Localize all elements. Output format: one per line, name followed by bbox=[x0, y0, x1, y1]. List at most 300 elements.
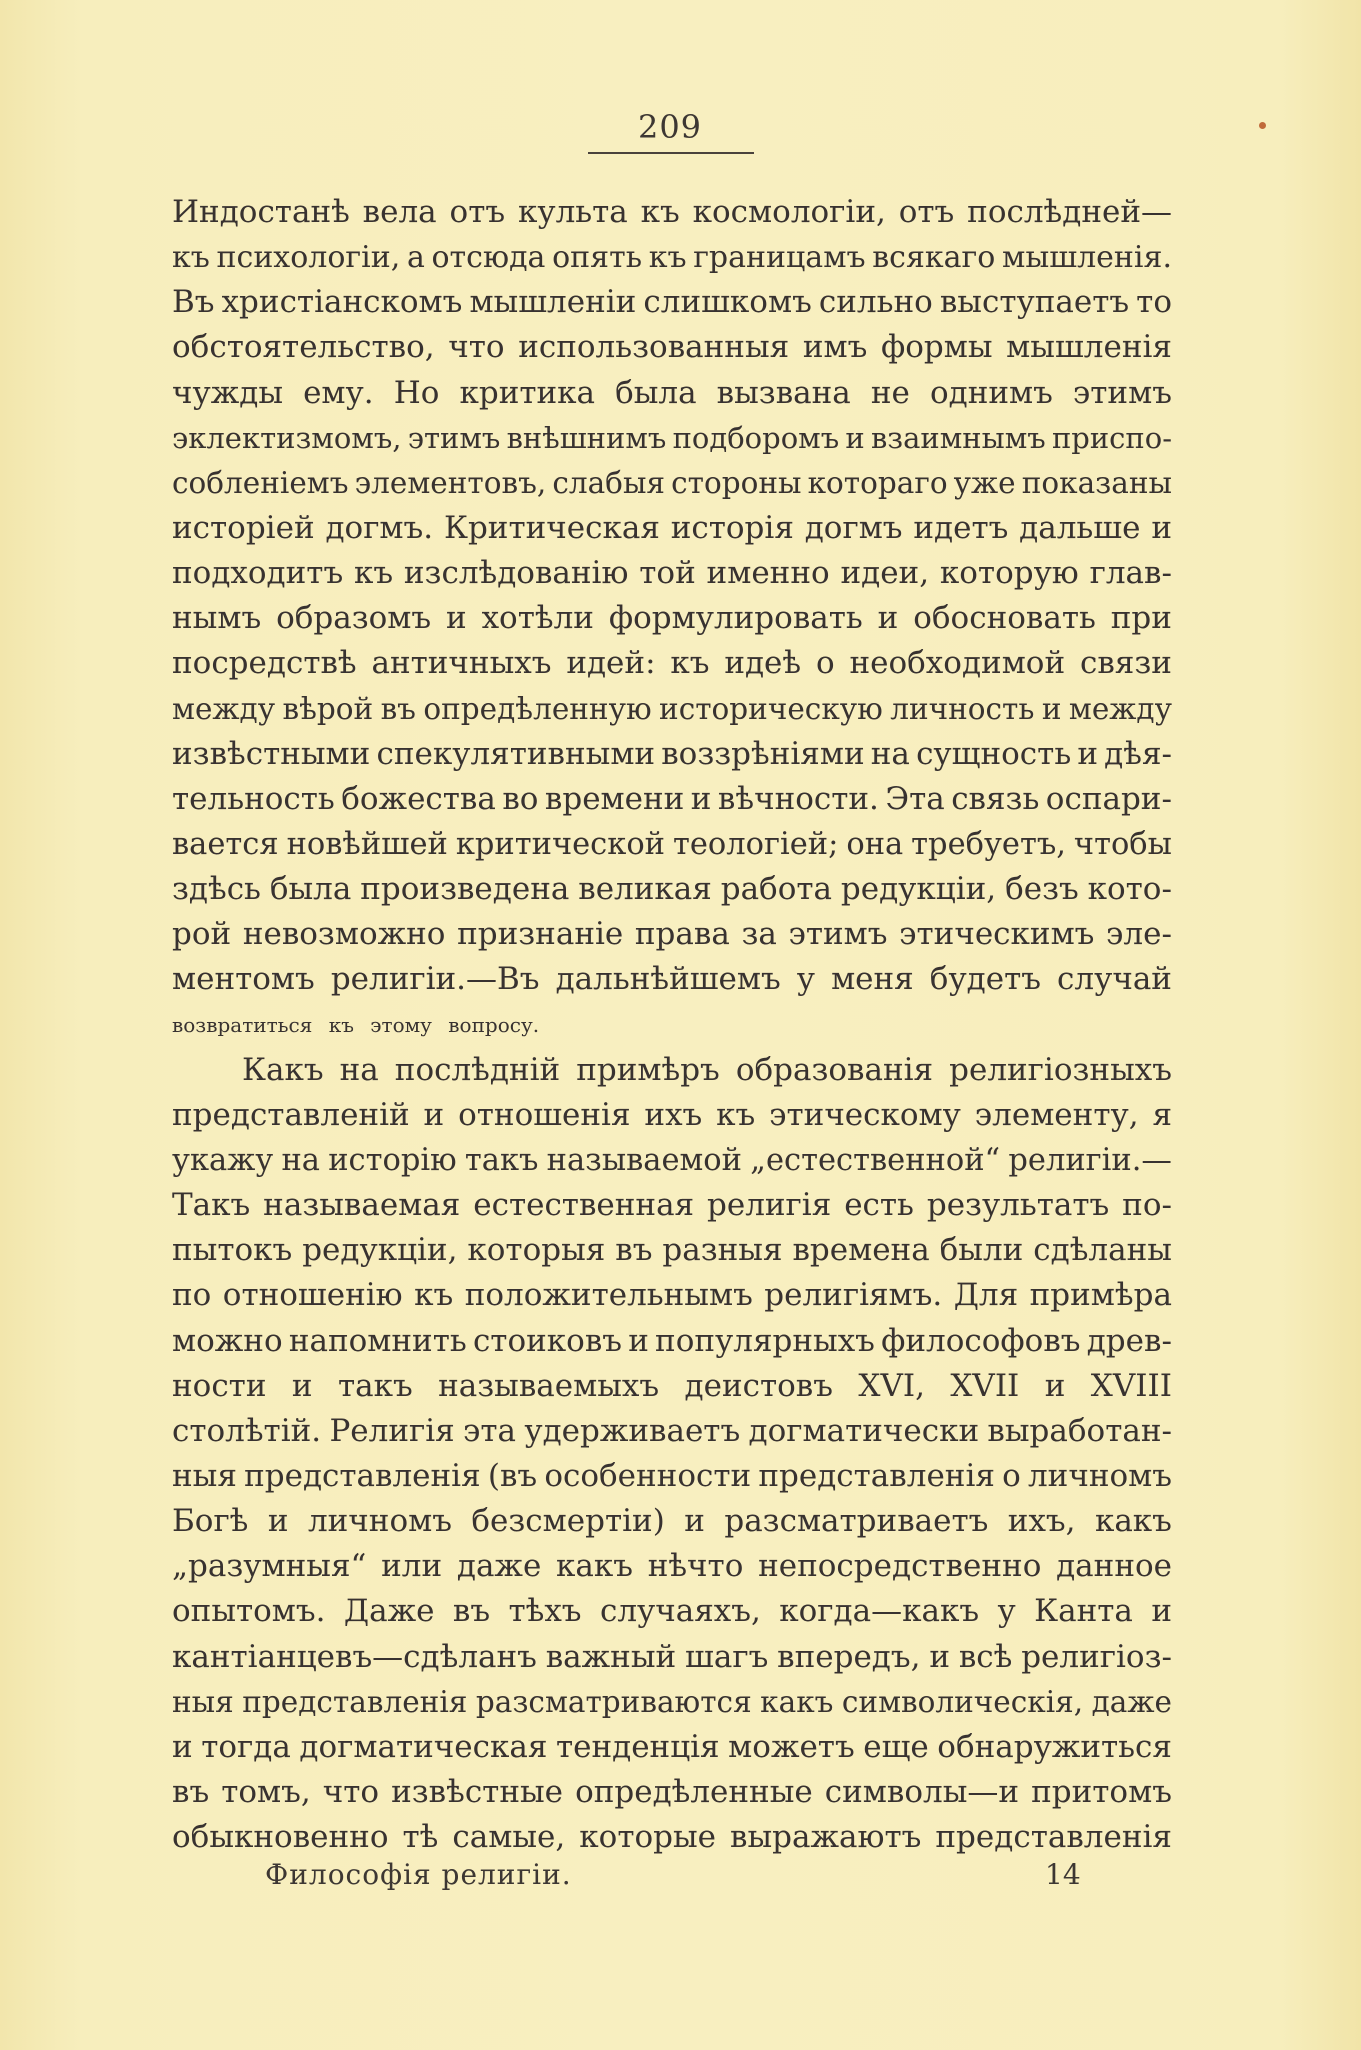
word: и bbox=[267, 1503, 289, 1540]
word: на bbox=[339, 1051, 379, 1088]
word: выступаетъ bbox=[939, 284, 1130, 321]
word: исторія bbox=[670, 509, 794, 546]
word: кантіанцевъ—сдѣланъ bbox=[172, 1638, 537, 1675]
word: вела bbox=[362, 194, 437, 230]
text-line bbox=[172, 822, 1172, 867]
text-line bbox=[172, 957, 1172, 1002]
word: XVII bbox=[950, 1367, 1020, 1404]
word: стороны bbox=[671, 465, 802, 500]
text-line bbox=[172, 506, 1172, 551]
text-line bbox=[172, 1544, 1172, 1589]
word: къ bbox=[172, 240, 210, 276]
word: дѣя- bbox=[1104, 735, 1172, 772]
word: использованныя bbox=[518, 329, 790, 366]
word: отношенію bbox=[222, 1277, 403, 1314]
word: и bbox=[1044, 1367, 1066, 1404]
word: напомнить bbox=[288, 1322, 467, 1359]
word: здѣсь bbox=[172, 871, 261, 908]
word: идетъ bbox=[913, 509, 1009, 546]
word: между bbox=[172, 691, 276, 726]
word: внѣшнимъ bbox=[506, 420, 667, 455]
word: чтобы bbox=[1073, 826, 1172, 862]
word: теологіей; bbox=[672, 826, 839, 862]
word: представленій bbox=[172, 1096, 410, 1133]
word: психологіи, bbox=[216, 240, 401, 276]
word: мышленія. bbox=[1002, 240, 1172, 276]
word: Индостанѣ bbox=[172, 194, 350, 230]
word: приспо- bbox=[1051, 420, 1172, 455]
word: и bbox=[690, 780, 712, 817]
word: разсматриваетъ bbox=[724, 1503, 989, 1540]
word: дальше bbox=[1019, 509, 1141, 546]
word: на bbox=[870, 735, 910, 772]
word: всякаго bbox=[872, 240, 996, 276]
word: космологіи, bbox=[692, 194, 886, 230]
word: чужды bbox=[172, 374, 284, 411]
word: всѣ bbox=[958, 1638, 1013, 1675]
word: томъ, bbox=[221, 1773, 311, 1810]
word: обнаружиться bbox=[937, 1728, 1172, 1765]
header-rule bbox=[588, 152, 754, 154]
word: этическимъ bbox=[899, 916, 1095, 953]
word: безсмертіи) bbox=[471, 1503, 665, 1540]
word: положительнымъ bbox=[464, 1277, 753, 1314]
word: Критическая bbox=[443, 509, 660, 546]
word: такъ bbox=[337, 1367, 413, 1404]
word: личномъ bbox=[1027, 1457, 1172, 1494]
word: тогда bbox=[201, 1728, 291, 1765]
word: догмъ bbox=[804, 509, 903, 546]
word: важный bbox=[545, 1638, 677, 1675]
word: называемая bbox=[263, 1187, 461, 1224]
word: символическія, bbox=[841, 1684, 1084, 1719]
word: меня bbox=[831, 961, 914, 998]
word: времени bbox=[544, 780, 685, 817]
word: по bbox=[172, 1277, 212, 1314]
word: называемыхъ bbox=[438, 1367, 660, 1404]
word: эле- bbox=[1106, 916, 1172, 953]
word: будетъ bbox=[929, 961, 1041, 998]
word: элементу, bbox=[974, 1096, 1139, 1133]
word: ныя bbox=[172, 1684, 234, 1719]
text-line bbox=[172, 190, 1172, 235]
word: и bbox=[684, 1503, 705, 1540]
word: Богѣ bbox=[172, 1503, 249, 1540]
word: примѣръ bbox=[576, 1051, 720, 1088]
word: отсюда bbox=[431, 240, 546, 276]
text-line bbox=[172, 777, 1172, 822]
word: XVI, bbox=[858, 1367, 925, 1404]
word: уже bbox=[953, 465, 1016, 500]
word: и bbox=[877, 600, 899, 637]
word: права bbox=[634, 916, 730, 953]
word: къ bbox=[353, 555, 394, 592]
word: случаяхъ, bbox=[599, 1593, 761, 1630]
word: слишкомъ bbox=[643, 284, 812, 321]
word: какъ bbox=[556, 1548, 633, 1585]
word: именно bbox=[706, 555, 830, 592]
word: „разумныя“ bbox=[172, 1548, 367, 1585]
word: опредѣленные bbox=[575, 1773, 813, 1810]
word: котораго bbox=[807, 465, 948, 500]
word: Какъ bbox=[242, 1051, 324, 1088]
margin-mark bbox=[1259, 122, 1266, 129]
word: взаимнымъ bbox=[870, 420, 1046, 455]
word: опредѣленную bbox=[423, 691, 652, 726]
word: которые bbox=[579, 1819, 716, 1856]
word: впередъ, bbox=[777, 1638, 921, 1675]
word: особенности bbox=[544, 1457, 752, 1494]
word: данное bbox=[1056, 1548, 1172, 1585]
word: въ bbox=[172, 1773, 210, 1810]
word: представленія bbox=[758, 1457, 995, 1494]
text-line bbox=[172, 1138, 1172, 1183]
word: слабыя bbox=[552, 465, 666, 500]
word: тенденція bbox=[555, 1728, 720, 1765]
word: ихъ bbox=[644, 1096, 703, 1133]
word: она bbox=[846, 826, 904, 862]
word: за bbox=[741, 916, 777, 953]
word: обыкновенно bbox=[172, 1819, 389, 1856]
footer-signature-number: 14 bbox=[1045, 1858, 1081, 1891]
word: времена bbox=[792, 1232, 930, 1269]
text-line bbox=[172, 1273, 1172, 1318]
word: выражаютъ bbox=[730, 1819, 922, 1856]
word: новѣйшей bbox=[286, 826, 448, 862]
text-line bbox=[172, 1093, 1172, 1138]
word: такъ bbox=[464, 1142, 539, 1178]
word: идеи, bbox=[840, 555, 930, 592]
word: какъ bbox=[760, 1684, 834, 1719]
word: самые, bbox=[452, 1819, 566, 1856]
word: къ bbox=[414, 1277, 454, 1314]
word: когда—какъ bbox=[779, 1593, 980, 1630]
page-number: 209 bbox=[637, 108, 703, 146]
word: религія bbox=[707, 1187, 832, 1224]
word: обосновать bbox=[913, 600, 1096, 637]
text-line bbox=[172, 280, 1172, 325]
word: отъ bbox=[449, 194, 506, 230]
word: извѣстными bbox=[172, 735, 371, 772]
word: воззрѣніями bbox=[661, 735, 865, 772]
word: выработан- bbox=[987, 1412, 1172, 1449]
word: этимъ bbox=[407, 420, 501, 455]
page-footer bbox=[0, 1858, 1361, 1898]
word: и bbox=[446, 600, 467, 637]
word: что bbox=[448, 329, 505, 366]
word: той bbox=[639, 555, 696, 592]
word: стоиковъ bbox=[472, 1322, 622, 1359]
word: ментомъ bbox=[172, 961, 315, 998]
word: символы—и bbox=[824, 1773, 1020, 1810]
word: ему. bbox=[303, 374, 374, 411]
text-line bbox=[172, 1048, 1172, 1093]
word: имъ bbox=[802, 329, 868, 366]
word: не bbox=[870, 374, 910, 411]
word: тѣхъ bbox=[508, 1593, 582, 1630]
word: невозможно bbox=[242, 916, 446, 953]
text-line bbox=[172, 1635, 1172, 1680]
text-line bbox=[172, 461, 1172, 506]
text-line bbox=[172, 1589, 1172, 1634]
word: притомъ bbox=[1031, 1773, 1172, 1810]
word: вѣрой bbox=[282, 691, 374, 726]
word: случай bbox=[1057, 961, 1172, 998]
word: къ bbox=[640, 194, 680, 230]
word: античныхъ bbox=[371, 645, 552, 682]
word: религіозныхъ bbox=[949, 1051, 1172, 1088]
word: при bbox=[1110, 600, 1172, 637]
text-line bbox=[172, 325, 1172, 370]
word: формулировать bbox=[608, 600, 863, 637]
word: Даже bbox=[343, 1593, 435, 1630]
word: къ bbox=[648, 240, 687, 276]
word: связь bbox=[951, 780, 1040, 817]
word: показаны bbox=[1021, 465, 1172, 500]
text-line bbox=[172, 912, 1172, 957]
word: называемой bbox=[546, 1142, 742, 1178]
word: однимъ bbox=[929, 374, 1053, 411]
word: которыя bbox=[467, 1232, 606, 1269]
word: представленія bbox=[935, 1819, 1172, 1856]
word: даже bbox=[1091, 1684, 1172, 1719]
word: религіоз- bbox=[1021, 1638, 1172, 1675]
word: и bbox=[172, 1728, 193, 1765]
word: Для bbox=[953, 1277, 1019, 1314]
word: популярныхъ bbox=[655, 1322, 875, 1359]
word: мышленія bbox=[1006, 329, 1172, 366]
word: Канта bbox=[1034, 1593, 1133, 1630]
word: представленія bbox=[242, 1684, 468, 1719]
word: и bbox=[628, 1322, 649, 1359]
text-line bbox=[172, 867, 1172, 912]
word: подборомъ bbox=[672, 420, 840, 455]
word: сдѣланы bbox=[1033, 1232, 1172, 1269]
text-line bbox=[172, 596, 1172, 641]
word: даже bbox=[456, 1548, 542, 1585]
word: обстоятельство, bbox=[172, 329, 435, 366]
word: Такъ bbox=[172, 1187, 251, 1224]
word: у bbox=[796, 961, 816, 998]
word: (въ bbox=[487, 1457, 538, 1494]
text-line bbox=[172, 1725, 1172, 1770]
word: по- bbox=[1122, 1187, 1172, 1224]
word: культа bbox=[517, 194, 628, 230]
word: была bbox=[269, 871, 352, 908]
word: признаніе bbox=[457, 916, 624, 953]
word: нѣчто bbox=[647, 1548, 744, 1585]
word: спекулятивными bbox=[376, 735, 656, 772]
word: тельность bbox=[172, 780, 335, 817]
word: можетъ bbox=[728, 1728, 855, 1765]
word: вѣчности. bbox=[717, 780, 879, 817]
word: кото- bbox=[1087, 871, 1172, 908]
word: къ bbox=[716, 1096, 756, 1133]
word: и bbox=[423, 1096, 445, 1133]
word: этимъ bbox=[788, 916, 888, 953]
word: укажу bbox=[172, 1142, 274, 1178]
word: собленіемъ bbox=[172, 465, 349, 500]
text-line bbox=[172, 416, 1172, 461]
word: какъ bbox=[1094, 1503, 1172, 1540]
word: догмъ. bbox=[325, 509, 434, 546]
word: личность bbox=[890, 691, 1035, 726]
word: требуетъ, bbox=[911, 826, 1066, 862]
word: отношенія bbox=[458, 1096, 631, 1133]
word: опять bbox=[552, 240, 643, 276]
word: и bbox=[1077, 735, 1099, 772]
word: или bbox=[381, 1548, 443, 1585]
word: и bbox=[1151, 509, 1172, 546]
word: ности bbox=[172, 1367, 267, 1404]
word: послѣдней— bbox=[967, 194, 1172, 230]
text-line bbox=[172, 732, 1172, 777]
word: изслѣдованію bbox=[403, 555, 629, 592]
text-line: возвратиться къ этому вопросу. bbox=[172, 1012, 540, 1037]
word: къ bbox=[670, 645, 710, 682]
word: связи bbox=[1079, 645, 1172, 682]
text-line bbox=[172, 371, 1172, 416]
word: во bbox=[502, 780, 539, 817]
word: XVIII bbox=[1090, 1367, 1172, 1404]
word: этимъ bbox=[1072, 374, 1172, 411]
word: сильно bbox=[818, 284, 933, 321]
word: образованія bbox=[735, 1051, 934, 1088]
word: христіанскомъ bbox=[221, 284, 463, 321]
word: редукціи, bbox=[302, 1232, 458, 1269]
word: въ bbox=[380, 691, 416, 726]
word: я bbox=[1152, 1096, 1172, 1133]
word: исторію bbox=[328, 1142, 457, 1178]
word: Эта bbox=[885, 780, 945, 817]
word: хотѣли bbox=[481, 600, 594, 637]
footer-book-title: Философія религіи. bbox=[265, 1858, 572, 1891]
word: и bbox=[1151, 1593, 1172, 1630]
word: божества bbox=[341, 780, 496, 817]
word: удерживаетъ bbox=[524, 1412, 741, 1449]
word: посредствѣ bbox=[172, 645, 357, 682]
text-line bbox=[172, 1499, 1172, 1544]
word: Въ bbox=[172, 284, 215, 321]
word: примѣра bbox=[1029, 1277, 1172, 1314]
word: оспари- bbox=[1045, 780, 1172, 817]
word: ихъ, bbox=[1007, 1503, 1076, 1540]
word: эта bbox=[463, 1412, 517, 1449]
word: а bbox=[406, 240, 425, 276]
word: тѣ bbox=[402, 1819, 439, 1856]
word: безъ bbox=[1005, 871, 1079, 908]
text-line bbox=[172, 1454, 1172, 1499]
word: что bbox=[322, 1773, 380, 1810]
word: представленія bbox=[244, 1457, 481, 1494]
word: дальнѣйшемъ bbox=[555, 961, 781, 998]
word: эклектизмомъ, bbox=[172, 420, 402, 455]
word: границамъ bbox=[693, 240, 866, 276]
word: столѣтій. bbox=[172, 1412, 322, 1449]
word: разныя bbox=[662, 1232, 783, 1269]
word: естественная bbox=[473, 1187, 695, 1224]
word: Но bbox=[393, 374, 440, 411]
word: вызвана bbox=[716, 374, 851, 411]
text-line bbox=[172, 1183, 1172, 1228]
body-text bbox=[172, 190, 1172, 1860]
word: то bbox=[1136, 284, 1172, 321]
word: критика bbox=[459, 374, 596, 411]
word: великая bbox=[578, 871, 712, 908]
word: у bbox=[997, 1593, 1016, 1630]
word: которую bbox=[939, 555, 1079, 592]
word: религіи.—Въ bbox=[330, 961, 540, 998]
word: произведена bbox=[360, 871, 570, 908]
word: и bbox=[929, 1638, 950, 1675]
text-line bbox=[172, 1770, 1172, 1815]
word: религіи.— bbox=[1008, 1142, 1172, 1178]
word: отъ bbox=[898, 194, 955, 230]
word: древ- bbox=[1086, 1322, 1172, 1359]
text-line bbox=[172, 1364, 1172, 1409]
word: опытомъ. bbox=[172, 1593, 326, 1630]
word: и bbox=[845, 420, 865, 455]
text-line bbox=[172, 1409, 1172, 1454]
word: на bbox=[281, 1142, 320, 1178]
word: есть bbox=[844, 1187, 914, 1224]
word: догматическая bbox=[299, 1728, 548, 1765]
word: необходимой bbox=[849, 645, 1066, 682]
word: элементовъ, bbox=[354, 465, 547, 500]
word: можно bbox=[172, 1322, 283, 1359]
word: о bbox=[1002, 1457, 1021, 1494]
word: рой bbox=[172, 916, 232, 953]
word: исторіей bbox=[172, 509, 315, 546]
word: ныя bbox=[172, 1457, 237, 1494]
word: философовъ bbox=[881, 1322, 1081, 1359]
word: мышленіи bbox=[469, 284, 637, 321]
word: результатъ bbox=[926, 1187, 1110, 1224]
word: вается bbox=[172, 826, 279, 862]
word: Религія bbox=[329, 1412, 455, 1449]
word: была bbox=[615, 374, 697, 411]
word: идей: bbox=[566, 645, 656, 682]
word: разсматриваются bbox=[475, 1684, 752, 1719]
text-line bbox=[172, 1815, 1172, 1860]
word: извѣстные bbox=[391, 1773, 564, 1810]
word: пытокъ bbox=[172, 1232, 293, 1269]
word: въ bbox=[615, 1232, 653, 1269]
text-line bbox=[172, 551, 1172, 596]
word: подходитъ bbox=[172, 555, 344, 592]
word: и bbox=[1041, 691, 1062, 726]
word: идеѣ bbox=[724, 645, 802, 682]
word: послѣдній bbox=[394, 1051, 561, 1088]
word: въ bbox=[452, 1593, 491, 1630]
word: личномъ bbox=[307, 1503, 452, 1540]
word: религіямъ. bbox=[764, 1277, 943, 1314]
word: были bbox=[939, 1232, 1024, 1269]
word: этическому bbox=[769, 1096, 961, 1133]
text-line bbox=[172, 1319, 1172, 1364]
word: формы bbox=[880, 329, 993, 366]
word: критической bbox=[455, 826, 666, 862]
word: нымъ bbox=[172, 600, 262, 637]
word: глав- bbox=[1089, 555, 1172, 592]
text-line bbox=[172, 687, 1172, 732]
word: историческую bbox=[659, 691, 883, 726]
word: редукціи, bbox=[840, 871, 997, 908]
word: о bbox=[815, 645, 835, 682]
word: шагъ bbox=[685, 1638, 769, 1675]
text-line bbox=[172, 641, 1172, 686]
word: между bbox=[1068, 691, 1172, 726]
